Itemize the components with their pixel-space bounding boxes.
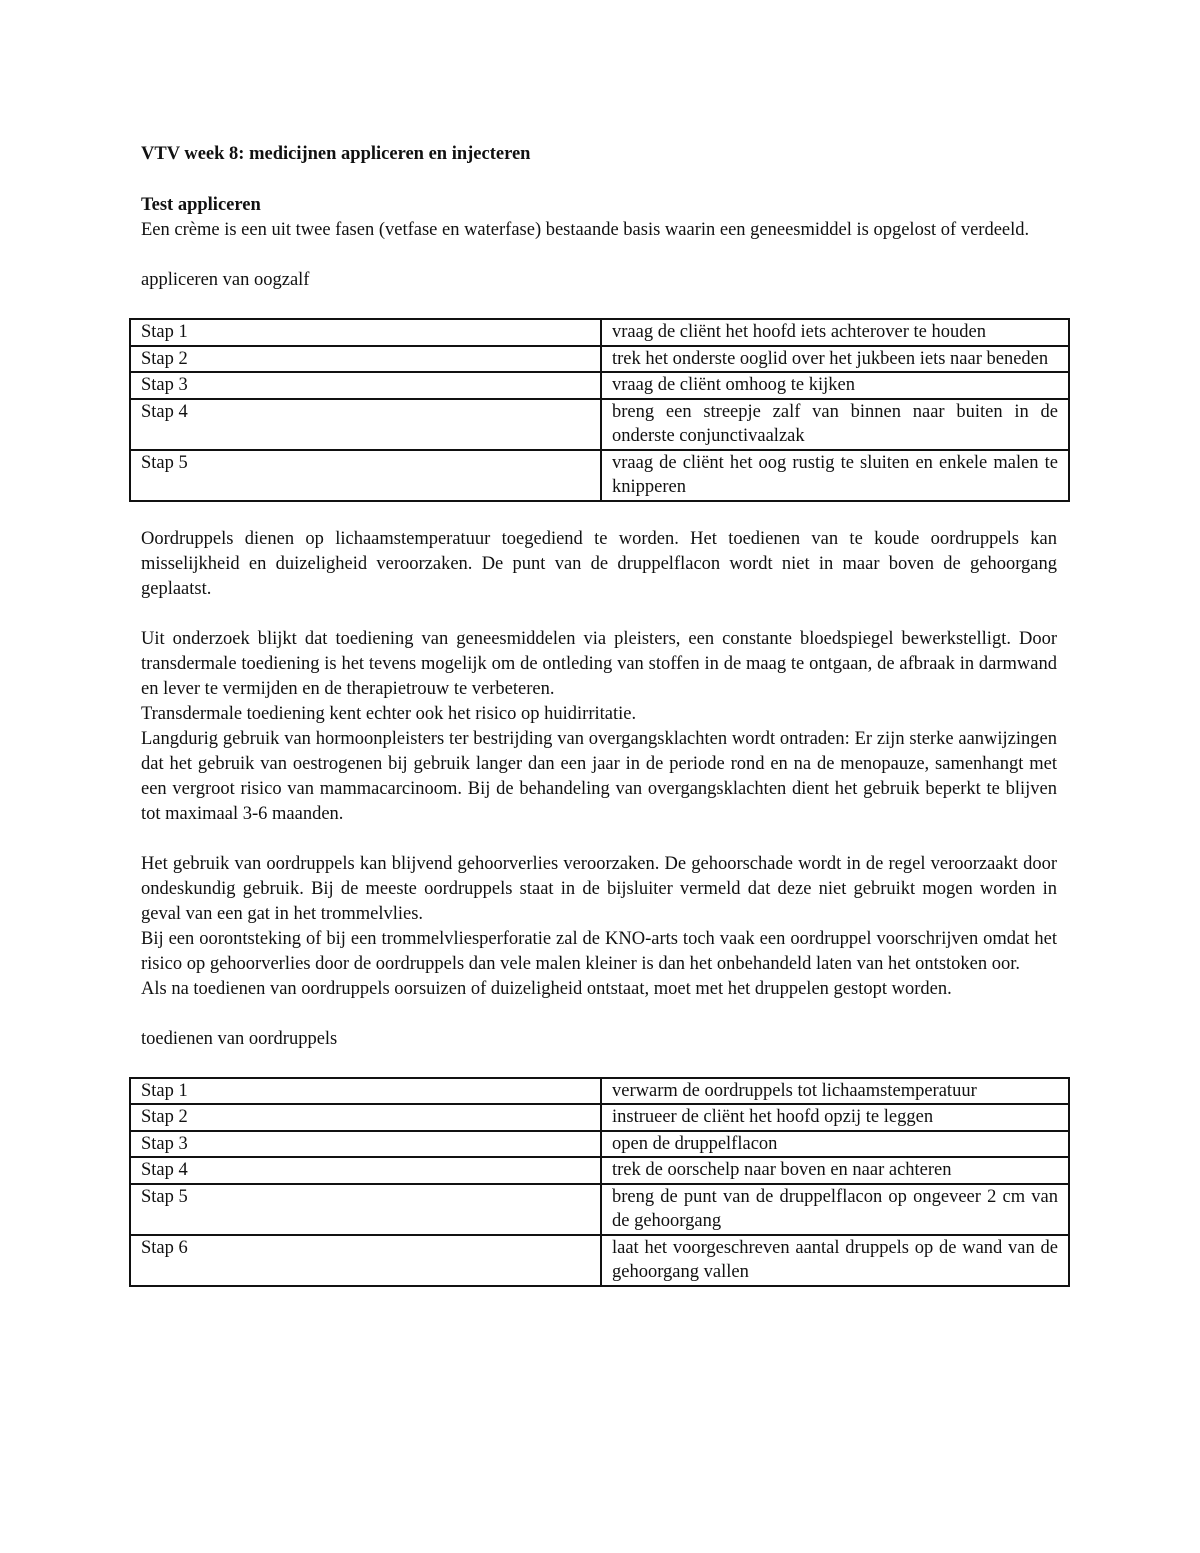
document-title: VTV week 8: medicijnen appliceren en injecteren [141,144,531,164]
step-cell: Stap 3 [130,372,601,399]
table-row [130,346,1069,373]
step-cell: Stap 5 [130,1184,601,1235]
step-cell: Stap 6 [130,1235,601,1286]
table-row [130,1184,1069,1235]
table-row [130,1131,1069,1158]
table-row [130,1104,1069,1131]
paragraph-oorontsteking: Bij een oorontsteking of bij een trommelvliesperforatie zal de KNO-arts toch vaak een oordruppel voorschrijven omdat het risico op gehoorverlies door de oordruppels dan vele malen kleiner is dan het onbehandeld laten van het ontstoken oor. [141,928,1057,974]
action-cell: verwarm de oordruppels tot lichaamstemperatuur [601,1078,1069,1105]
step-cell: Stap 1 [130,1078,601,1105]
step-cell: Stap 2 [130,1104,601,1131]
step-cell: Stap 2 [130,346,601,373]
paragraph-oorsuizen: Als na toedienen van oordruppels oorsuizen of duizeligheid ontstaat, moet met het druppelen gestopt worden. [141,978,952,999]
action-cell: open de druppelflacon [601,1131,1069,1158]
document-page [141,142,1057,1287]
table-oogzalf [129,318,1070,502]
table-row [130,372,1069,399]
table-row [130,399,1069,450]
table-row [130,1078,1069,1105]
table-oordruppels [129,1077,1070,1287]
table-row [130,450,1069,501]
intro-paragraph: Een crème is een uit twee fasen (vetfase en waterfase) bestaande basis waarin een geneesmiddel is opgelost of verdeeld. [141,220,1030,240]
table-row [130,1157,1069,1184]
action-cell: vraag de cliënt het oog rustig te sluiten en enkele malen te knipperen [601,450,1069,501]
label-oordruppels: toedienen van oordruppels [141,1028,338,1049]
action-cell: breng een streepje zalf van binnen naar buiten in de onderste conjunctivaalzak [601,399,1069,450]
paragraph-hormoonpleisters: Langdurig gebruik van hormoonpleisters ter bestrijding van overgangsklachten wordt ontraden: Er zijn sterke aanwijzingen dat het gebruik van oestrogenen bij gebruik langer dan een jaar in de periode rond en na de menopauze, samenhangt met een vergroot risico van mammacarcinoom. Bij de behandeling van overgangsklachten dient het gebruik beperkt te blijven tot maximaal 3-6 maanden. [141,728,1057,824]
label-oogzalf: appliceren van oogzalf [141,270,310,290]
step-cell: Stap 4 [130,1157,601,1184]
step-cell: Stap 1 [130,319,601,346]
paragraph-oordruppels-temperatuur: Oordruppels dienen op lichaamstemperatuur toegediend te worden. Het toedienen van te koude oordruppels kan misselijkheid en duizeligheid veroorzaken. De punt van de druppelflacon wordt niet in maar boven de gehoorgang geplaatst. [141,528,1057,599]
action-cell: laat het voorgeschreven aantal druppels op de wand van de gehoorgang vallen [601,1235,1069,1286]
paragraph-pleisters: Uit onderzoek blijkt dat toediening van geneesmiddelen via pleisters, een constante bloedspiegel bewerkstelligt. Door transdermale toediening is het tevens mogelijk om de ontleding van stoffen in de maag te ontgaan, de afbraak in darmwand en lever te vermijden en de therapietrouw te verbeteren. [141,628,1057,699]
action-cell: trek de oorschelp naar boven en naar achteren [601,1157,1069,1184]
table-row [130,1235,1069,1286]
step-cell: Stap 3 [130,1131,601,1158]
table-row [130,319,1069,346]
step-cell: Stap 4 [130,399,601,450]
paragraph-huidirritatie: Transdermale toediening kent echter ook het risico op huidirritatie. [141,703,637,724]
paragraph-gehoorverlies: Het gebruik van oordruppels kan blijvend gehoorverlies veroorzaken. De gehoorschade wordt in de regel veroorzaakt door ondeskundig gebruik. Bij de meeste oordruppels staat in de bijsluiter vermeld dat deze niet gebruikt mogen worden in geval van een gat in het trommelvlies. [141,853,1057,924]
section-heading: Test appliceren [141,195,261,215]
action-cell: breng de punt van de druppelflacon op ongeveer 2 cm van de gehoorgang [601,1184,1069,1235]
action-cell: vraag de cliënt het hoofd iets achterover te houden [601,319,1069,346]
step-cell: Stap 5 [130,450,601,501]
action-cell: trek het onderste ooglid over het jukbeen iets naar beneden [601,346,1069,373]
action-cell: instrueer de cliënt het hoofd opzij te leggen [601,1104,1069,1131]
action-cell: vraag de cliënt omhoog te kijken [601,372,1069,399]
